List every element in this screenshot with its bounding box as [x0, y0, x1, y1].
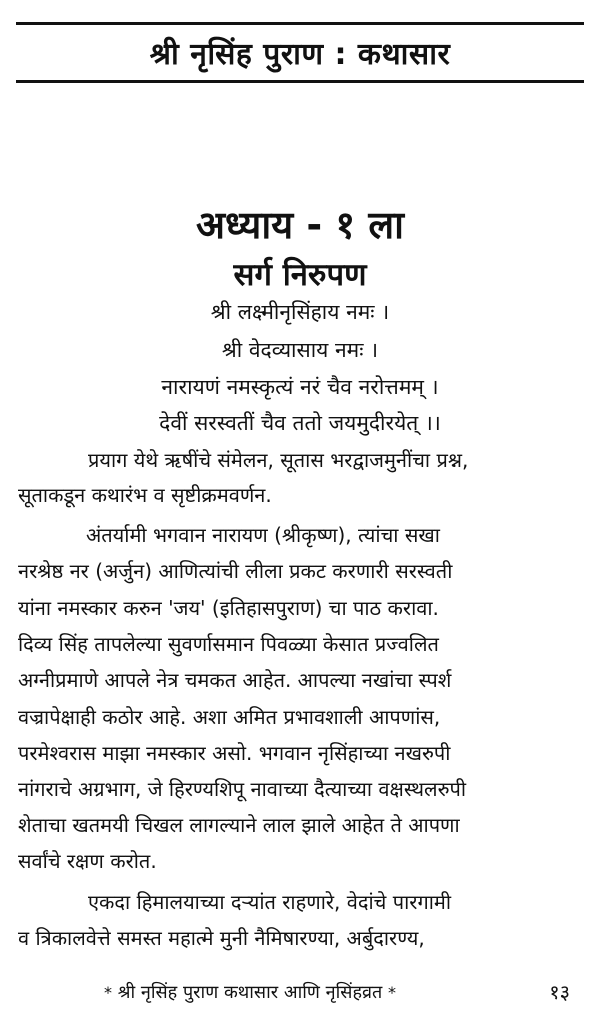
page-number: १३ — [549, 980, 570, 1004]
paragraph-line: नांगराचे अग्रभाग, जे हिरण्यशिपू नावाच्या दैत्याच्या वक्षस्थलरुपी — [18, 777, 467, 801]
paragraph-line: अग्नीप्रमाणे आपले नेत्र चमकत आहेत. आपल्या नखांचा स्पर्श — [18, 668, 452, 692]
invocation-verse: श्री वेदव्यासाय नमः । — [221, 338, 379, 362]
invocation-verse: देवीं सरस्वतीं चैव ततो जयमुदीरयेत् ।। — [159, 411, 441, 435]
paragraph-line: अंतर्यामी भगवान नारायण (श्रीकृष्ण), त्यांचा सखा — [86, 523, 440, 547]
header-top-rule — [16, 22, 584, 25]
chapter-summary-line: प्रयाग येथे ऋषींचे संमेलन, सूतास भरद्वाजमुनींचा प्रश्न, — [88, 448, 469, 472]
header-bottom-rule — [16, 80, 584, 83]
paragraph-line: वज्रापेक्षाही कठोर आहे. अशा अमित प्रभावशाली आपणांस, — [18, 705, 441, 729]
paragraph-line: एकदा हिमालयाच्या दऱ्यांत राहणारे, वेदांचे पारगामी — [88, 890, 452, 914]
invocation-verse: नारायणं नमस्कृत्यं नरं चैव नरोत्तमम् । — [161, 375, 439, 399]
footer-star-icon: * — [104, 983, 112, 1002]
chapter-subtitle: सर्ग निरुपण — [233, 257, 367, 293]
paragraph-line: दिव्य सिंह तापलेल्या सुवर्णासमान पिवळ्या केसात प्रज्वलित — [18, 632, 439, 656]
paragraph-line: यांना नमस्कार करुन 'जय' (इतिहासपुराण) चा पाठ करावा. — [18, 596, 439, 620]
chapter-title: अध्याय - १ ला — [195, 203, 405, 247]
paragraph-line: सर्वांचे रक्षण करोत. — [18, 849, 157, 873]
footer-book-title: श्री नृसिंह पुराण कथासार आणि नृसिंहव्रत — [117, 982, 383, 1003]
paragraph-line: शेताचा खतमयी चिखल लागल्याने लाल झाले आहेत ते आपणा — [18, 813, 460, 837]
footer-star-icon: * — [388, 983, 397, 1002]
paragraph-line: नरश्रेष्ठ नर (अर्जुन) आणित्यांची लीला प्रकट करणारी सरस्वती — [18, 559, 453, 583]
invocation-verse: श्री लक्ष्मीनृसिंहाय नमः । — [210, 300, 390, 324]
paragraph-line: परमेश्वरास माझा नमस्कार असो. भगवान नृसिंहाच्या नखरुपी — [18, 741, 451, 765]
chapter-summary-line: सूताकडून कथारंभ व सृष्टीक्रमवर्णन. — [18, 483, 272, 507]
running-header-title: श्री नृसिंह पुराण : कथासार — [149, 37, 451, 72]
paragraph-line: व त्रिकालवेत्ते समस्त महात्मे मुनी नैमिषारण्या, अर्बुदारण्य, — [18, 926, 425, 950]
running-footer — [104, 980, 396, 1004]
